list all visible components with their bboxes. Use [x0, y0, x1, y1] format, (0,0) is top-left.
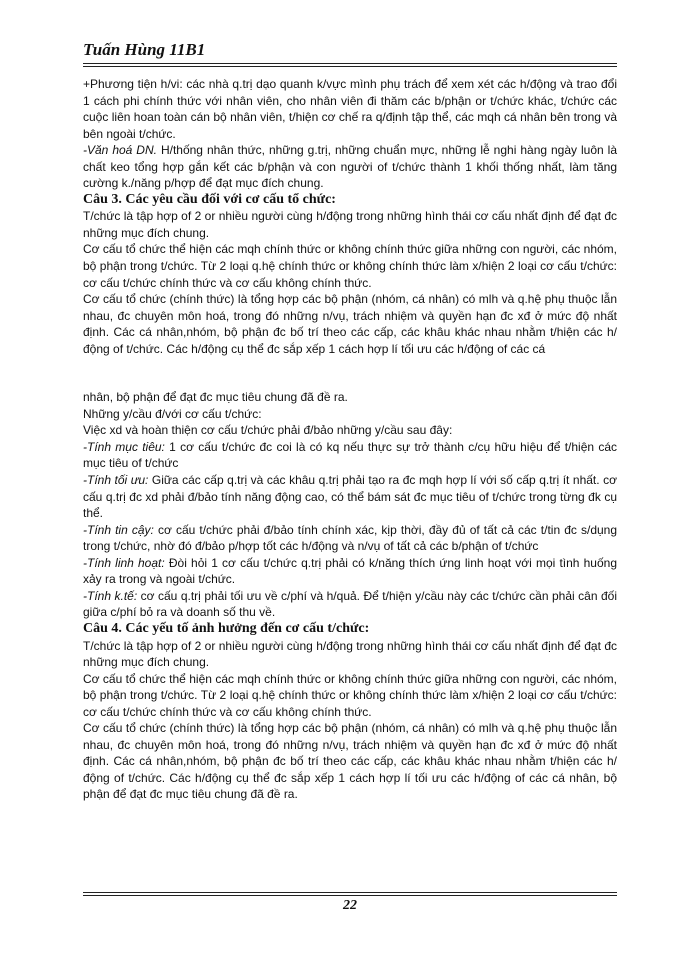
term-label: -Văn hoá DN.	[83, 143, 157, 158]
page-body	[83, 76, 617, 803]
paragraph: Cơ cấu tổ chức thể hiện các mqh chính thức or không chính thức giữa những con người, các nhóm, bộ phận trong t/chức. Từ 2 loại q.hệ chính thức or không chính thức làm x/hiện 2 loại cơ cấu t/chức: cơ cấu t/chức chính thức và cơ cấu không chính thức.	[83, 671, 617, 719]
paragraph-text: H/thống nhân thức, những g.trị, những chuẩn mực, những lễ nghi hàng ngày luôn là chất keo tổng hợp gắn kết các b/phận và con người of t/chức thành 1 khối thống nhất, làm tăng cường k./năng p/hợp để đạt mục đích chung.	[83, 143, 618, 191]
paragraph: Cơ cấu tổ chức (chính thức) là tổng hợp các bộ phận (nhóm, cá nhân) có mlh và q.hệ phụ thuộc lẫn nhau, đc chuyên môn hoá, trong đó những n/vụ, trách nhiệm và quyền hạn đc xđ ở mức độ nhất định. Các cá nhân,nhóm, bộ phận đc bố trí theo các cấp, các khâu khác nhau nhằm t/hiện các h/động of t/chức. Các h/động cụ thể đc sắp xếp 1 cách hợp lí tối ưu các h/động of các cá	[83, 292, 617, 356]
paragraph	[83, 555, 617, 588]
term-label: -Tính linh hoạt:	[83, 555, 165, 570]
term-label: -Tính k.tế:	[83, 588, 138, 603]
page-header-title: Tuấn Hùng 11B1	[83, 40, 206, 59]
term-label: -Tính tối ưu:	[83, 473, 149, 488]
paragraph-text: 1 cơ cấu t/chức đc coi là có kq nếu thực sự trở thành c/cụ hữu hiệu để t/hiện các mục tiêu of t/chức	[83, 439, 617, 471]
spacer	[83, 357, 617, 389]
header-divider	[83, 63, 617, 67]
paragraph	[83, 439, 617, 472]
paragraph: Những y/cầu đ/với cơ cấu t/chức:	[83, 406, 262, 421]
paragraph: Cơ cấu tổ chức thể hiện các mqh chính thức or không chính thức giữa những con người, các nhóm, bộ phận trong t/chức. Từ 2 loại q.hệ chính thức or không chính thức làm x/hiện 2 loại cơ cấu t/chức: cơ cấu t/chức chính thức và cơ cấu không chính thức.	[83, 242, 617, 290]
section-heading-4: Câu 4. Các yếu tố ảnh hưởng đến cơ cấu t/chức:	[83, 620, 370, 636]
paragraph	[83, 472, 617, 522]
paragraph	[83, 142, 617, 192]
paragraph: +Phương tiện h/vi: các nhà q.trị dạo quanh k/vực mình phụ trách để xem xét các h/động và trao đổi 1 cách phi chính thức với nhân viên, cho nhân viên đi thăm các b/phận or t/chức khác, t/chức các cuộc liên hoan toàn cán bộ nhân viên, t/hiện cơ chế ra q/định tập thể, các mqh cá nhân bên trong và bên ngoài t/chức.	[83, 77, 617, 141]
paragraph: Việc xd và hoàn thiện cơ cấu t/chức phải đ/bảo những y/cầu sau đây:	[83, 423, 453, 438]
paragraph: T/chức là tập hợp of 2 or nhiều người cùng h/động trong những hình thái cơ cấu nhất định để đạt đc những mục đích chung.	[83, 638, 617, 670]
paragraph: T/chức là tập hợp of 2 or nhiều người cùng h/động trong những hình thái cơ cấu nhất định để đạt đc những mục đích chung.	[83, 209, 617, 240]
paragraph	[83, 588, 617, 621]
term-label: -Tính mục tiêu:	[83, 439, 165, 454]
paragraph: nhân, bộ phận để đạt đc mục tiêu chung đã đề ra.	[83, 390, 348, 405]
section-heading-3: Câu 3. Các yêu cầu đối với cơ cấu tổ chức:	[83, 191, 336, 207]
paragraph-text: Giữa các cấp q.trị và các khâu q.trị phải tạo ra đc mqh hợp lí với số cấp q.trị ít nhất. cơ cấu q.trị đc xd phải đ/bảo tính năng động cao, có thể bám sát đc mục tiêu of t/chức trong từng đk cụ thể.	[83, 473, 617, 521]
paragraph: Cơ cấu tổ chức (chính thức) là tổng hợp các bộ phận (nhóm, cá nhân) có mlh và q.hệ phụ thuộc lẫn nhau, đc chuyên môn hoá, trong đó những n/vụ, trách nhiệm và quyền hạn đc xđ ở mức độ nhất định. Các cá nhân,nhóm, bộ phận đc bố trí theo các cấp, các khâu khác nhau nhằm t/hiện các h/động of t/chức. Các h/động cụ thể đc sắp xếp 1 cách hợp lí tối ưu các h/động of các cá nhân, bộ phận để đạt đc mục tiêu chung đã đề ra.	[83, 721, 617, 802]
page-number: 22	[343, 898, 357, 913]
footer-divider	[83, 892, 617, 896]
paragraph-text: cơ cấu t/chức phải đ/bảo tính chính xác, kịp thời, đầy đủ of tất cả các t/tin đc s/dụng trong t/chức, nhờ đó đ/bảo p/hợp tốt các h/động và n/vụ of tất cả các b/phận of t/chức	[83, 522, 618, 554]
paragraph-text: cơ cấu q.trị phải tối ưu về c/phí và h/quả. Để t/hiện y/cầu này các t/chức cần phải cân đối giữa c/phí bỏ ra và doanh số thu về.	[83, 588, 617, 620]
term-label: -Tính tin cậy:	[83, 522, 154, 537]
paragraph-text: Đòi hỏi 1 cơ cấu t/chức q.trị phải có k/năng thích ứng linh hoạt với mọi tình huống xảy ra trong và ngoài t/chức.	[83, 555, 617, 587]
paragraph	[83, 522, 617, 555]
